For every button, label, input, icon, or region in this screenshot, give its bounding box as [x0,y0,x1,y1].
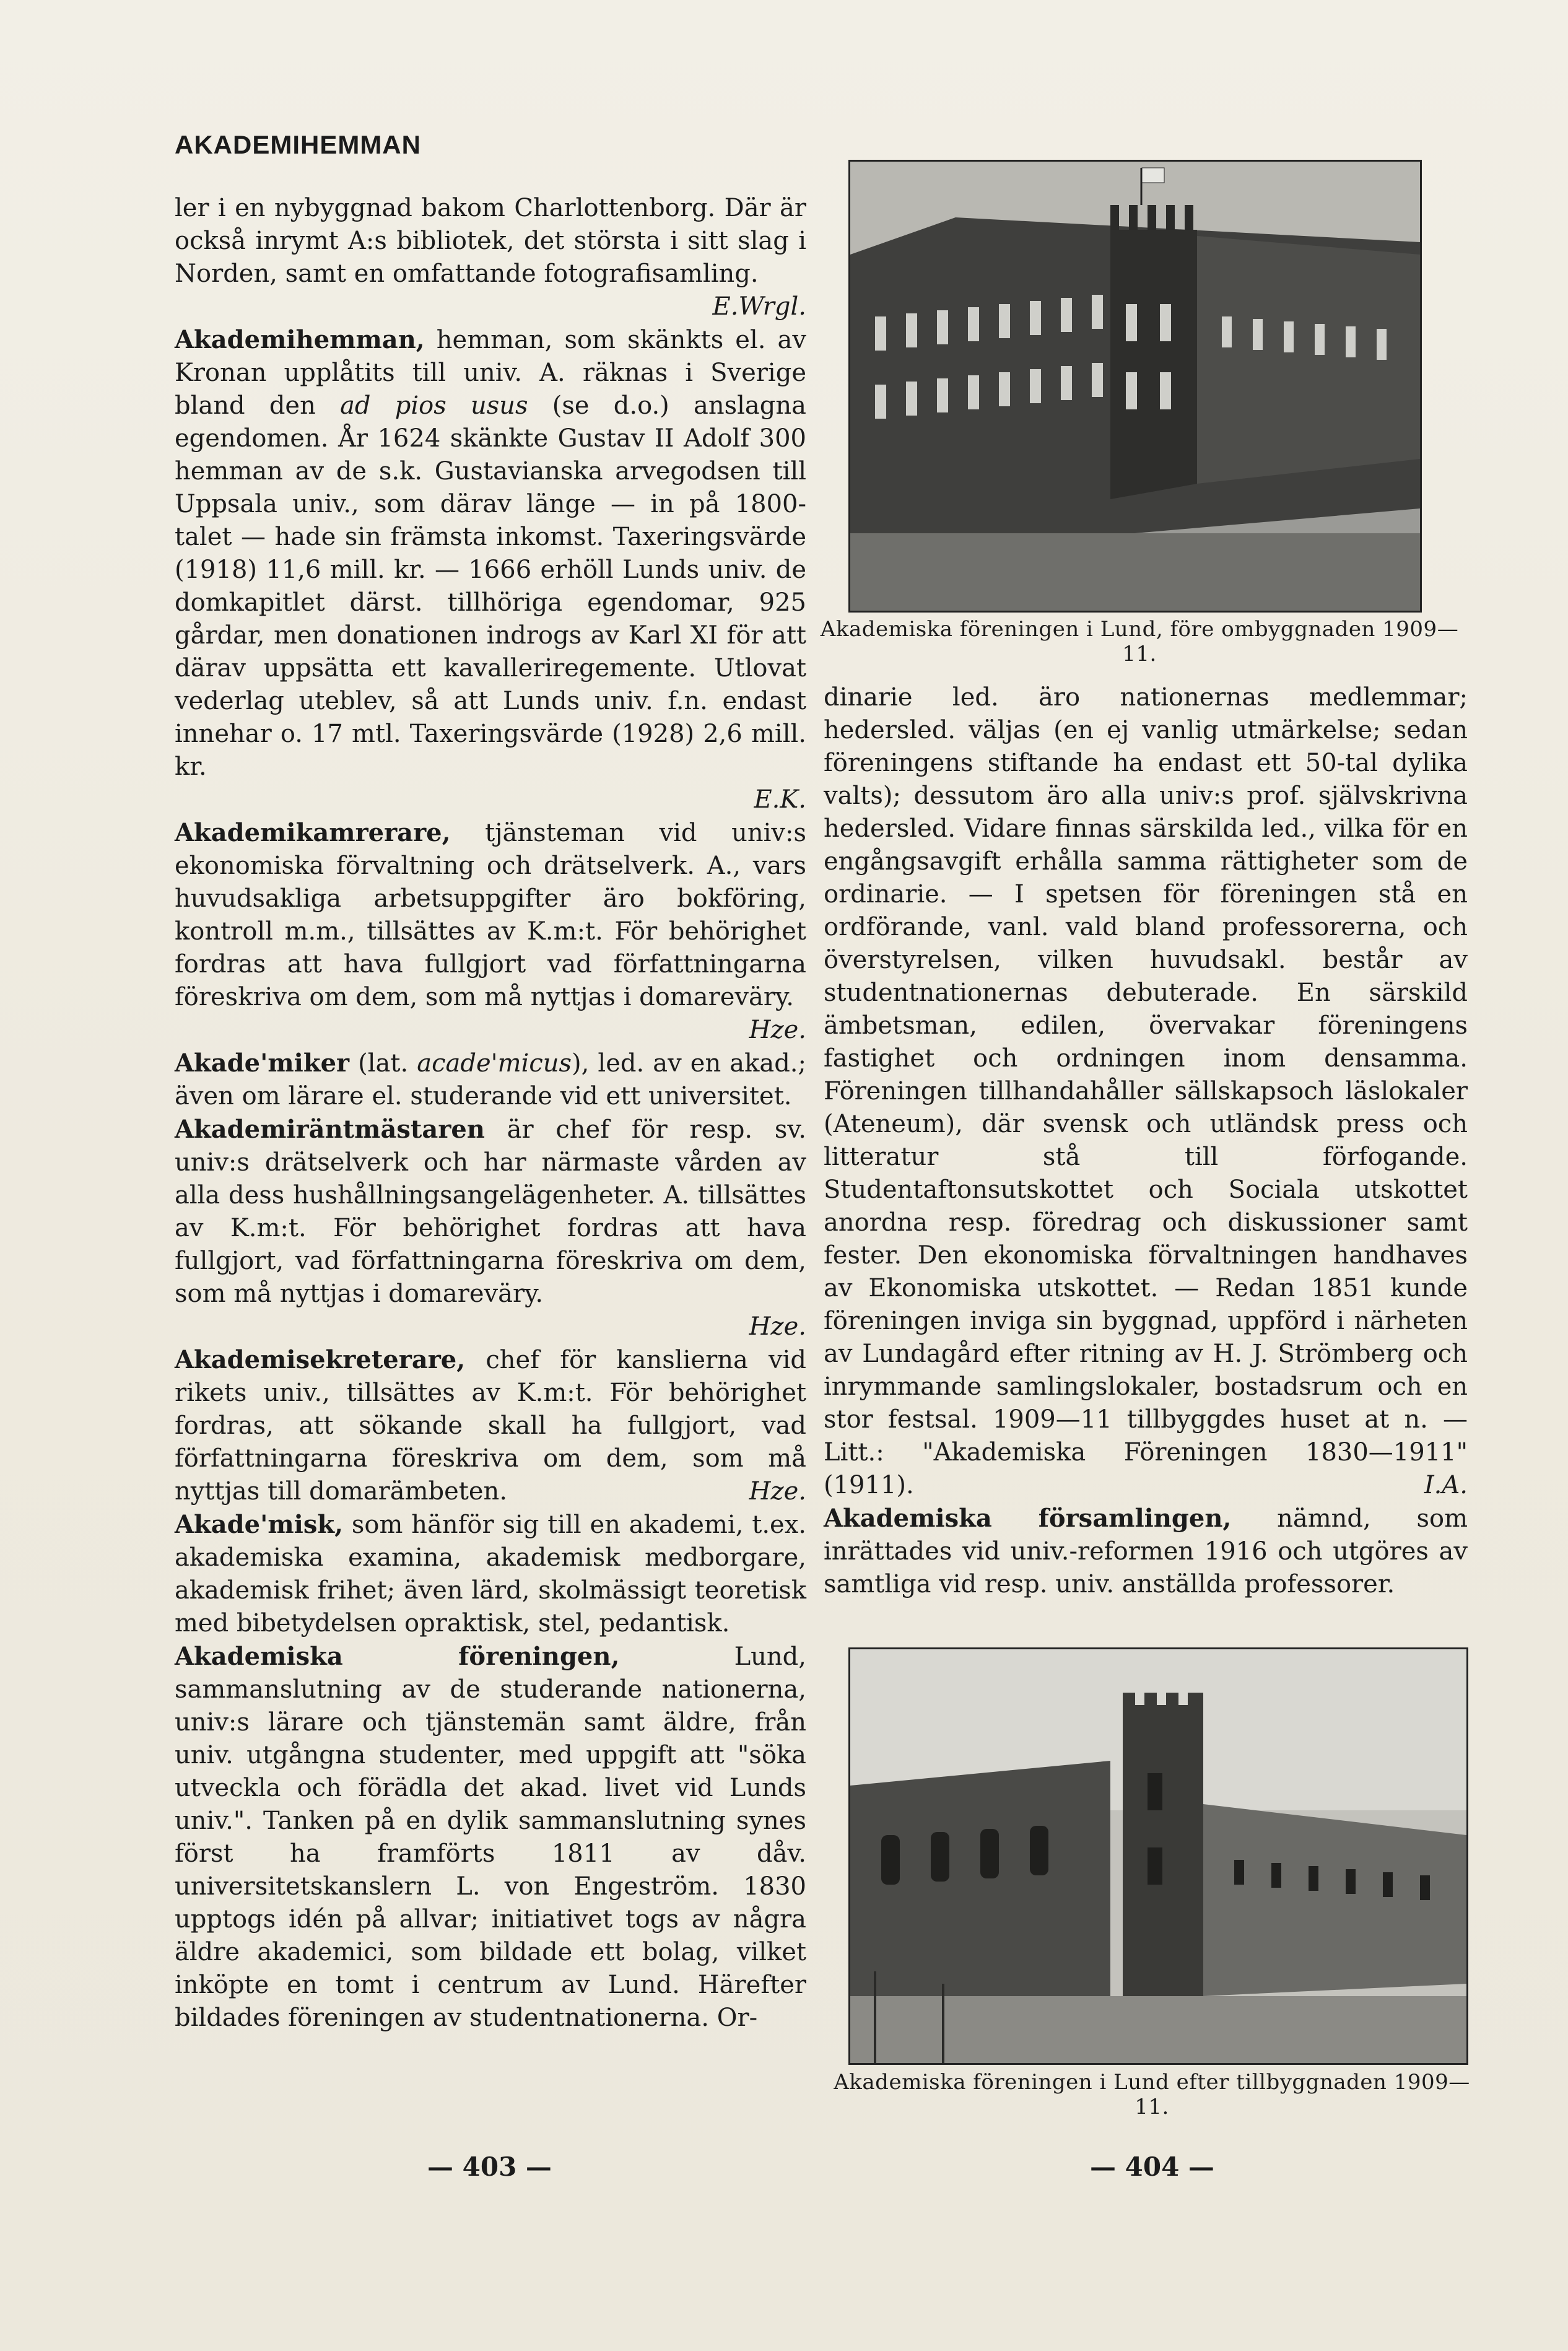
entry-continuation [175,192,806,323]
author-signature: E.Wrgl. [712,292,806,321]
figure-caption-1: Akademiska föreningen i Lund, före ombyggnaden 1909—11. [820,617,1459,666]
headword: Akademiräntmästaren [175,1115,485,1144]
entry-italic: acade'micus [417,1049,572,1078]
headword: Akade'misk, [175,1510,344,1539]
entry-akademiska-forsamlingen [824,1502,1468,1601]
entry-text: som hänför sig till en akademi, t.ex. akademiska examina, akademisk medborgare, akademisk frihet; även lärd, skolmässigt teoretisk med bibetydelsen opraktisk, stel, pedantisk. [175,1511,806,1638]
entry-continuation-right [824,681,1468,1502]
entry-text: tjänsteman vid univ:s ekonomiska förvaltning och drätselverk. A., vars huvudsakliga arbetsuppgifter äro bokföring, kontroll m.m., tillsättes av K.m:t. För behörighet fordras att hava fullgjort vad författningarna föreskriva om dem, som må nyttjas i domareväry. [175,819,806,1011]
right-column [824,681,1468,1601]
author-signature: E.K. [754,785,806,814]
author-signature: Hze. [749,1016,806,1044]
headword: Akademiska föreningen, [175,1642,620,1671]
entry-akademisk [175,1508,806,1640]
entry-akademirantmastaren [175,1113,806,1343]
entry-text: ler i en nybyggnad bakom Charlottenborg. Där är också inrymt A:s bibliotek, det största i sitt slag i Norden, samt en omfattande fotografisamling. [175,194,806,288]
page-number-right: — 404 — [1090,2152,1214,2182]
author-signature: Hze. [749,1477,806,1506]
entry-italic: ad pios usus [340,391,528,420]
photo-building-after-extension [848,1647,1468,2065]
entry-text: (se d.o.) anslagna egendomen. År 1624 skänkte Gustav II Adolf 300 hemman av de s.k. Gustavianska arvegodsen till Uppsala univ., som därav länge — in på 1800-talet — hade sin främsta inkomst. Taxeringsvärde (1918) 11,6 mill. kr. — 1666 erhöll Lunds univ. de domkapitlet därst. tillhöriga egendomar, 925 gårdar, men donationen indrogs av Karl XI för att därav uppsätta ett kavalleriregemente. Utlovat vederlag uteblev, så att Lunds univ. f.n. endast innehar o. 17 mtl. Taxeringsvärde (1928) 2,6 mill. kr. [175,391,806,781]
entry-text: chef för kanslierna vid rikets univ., tillsättes av K.m:t. För behörighet fordras, att sökande skall ha fullgjort, vad författningarna föreskriva om dem, som må nyttjas till domarämbeten. [175,1346,806,1506]
page-number-left: — 403 — [427,2152,552,2182]
figure-caption-2: Akademiska föreningen i Lund efter tillbyggnaden 1909—11. [834,2070,1470,2119]
headword: Akademisekreterare, [175,1345,466,1374]
entry-text: (lat. [349,1049,417,1078]
entry-akademikamrerare [175,816,806,1044]
entry-text: nämnd, som inrättades vid univ.-reformen 1916 och utgöres av samtliga vid resp. univ. anställda professorer. [824,1504,1468,1599]
running-head: AKADEMIHEMMAN [175,130,421,159]
entry-text: Lund, sammanslutning av de studerande nationerna, univ:s lärare och tjänstemän samt äldre, från univ. utgångna studenter, med uppgift att "söka utveckla och förädla det akad. livet vid Lunds univ.". Tanken på en dylik sammanslutning synes först ha framförts 1811 av dåv. universitetskanslern L. von Engeström. 1830 upptogs idén på allvar; initiativet togs av några äldre akademici, som bildade ett bolag, vilket inköpte en tomt i centrum av Lund. Härefter bildades föreningen av studentnationerna. Or- [175,1642,806,2032]
entry-akademihemman [175,323,806,816]
author-signature: Hze. [749,1312,806,1341]
building-illustration-1 [850,162,1420,611]
entry-text: hemman, som skänkts el. av Kronan upplåtits till univ. A. räknas i Sverige bland den [175,326,806,420]
author-signature: I.A. [1424,1471,1468,1499]
headword: Akademikamrerare, [175,818,451,847]
headword: Akademihemman, [175,325,425,354]
entry-akademisekreterare [175,1343,806,1508]
headword: Akademiska församlingen, [824,1504,1232,1533]
photo-building-before-rebuild [848,160,1422,613]
headword: Akade'miker [175,1049,350,1078]
left-column [175,192,806,2035]
building-illustration-2 [850,1649,1466,2063]
entry-akademiker [175,1047,806,1113]
entry-text: är chef för resp. sv. univ:s drätselverk och har närmaste vården av alla dess hushållningsangelägenheter. A. tillsättes av K.m:t. För behörighet fordras att hava fullgjort, vad författningarna föreskriva om dem, som må nyttjas i domareväry. [175,1115,806,1308]
entry-text: ), led. av en akad.; även om lärare el. studerande vid ett universitet. [175,1049,806,1110]
entry-akademiska-foreningen [175,1640,806,2035]
entry-text: dinarie led. äro nationernas medlemmar; hedersled. väljas (en ej vanlig utmärkelse; sedan föreningens stiftande ha endast ett 50-tal dylika valts); dessutom äro alla univ:s prof. självskrivna hedersled. Vidare finnas särskilda led., vilka för en engångsavgift erhålla samma rättigheter som de ordinarie. — I spetsen för föreningen stå en ordförande, vanl. vald bland professorerna, och överstyrelsen, vilken huvudsakl. består av studentnationernas debuterade. En särskild ämbetsman, edilen, övervakar föreningens fastighet och ordningen inom densamma. Föreningen tillhandahåller sällskapsoch läslokaler (Ateneum), där svensk och utländsk press och litteratur stå till förfogande. Studentaftonsutskottet och Sociala utskottet anordna resp. föredrag och diskussioner samt fester. Den ekonomiska förvaltningen handhaves av Ekonomiska utskottet. — Redan 1851 kunde föreningen inviga sin byggnad, uppförd i närheten av Lundagård efter ritning av H. J. Strömberg och inrymmande samlingslokaler, bostadsrum och en stor festsal. 1909—11 tillbyggdes huset at n. — Litt.: "Akademiska Föreningen 1830—1911" (1911). [824,683,1468,1499]
